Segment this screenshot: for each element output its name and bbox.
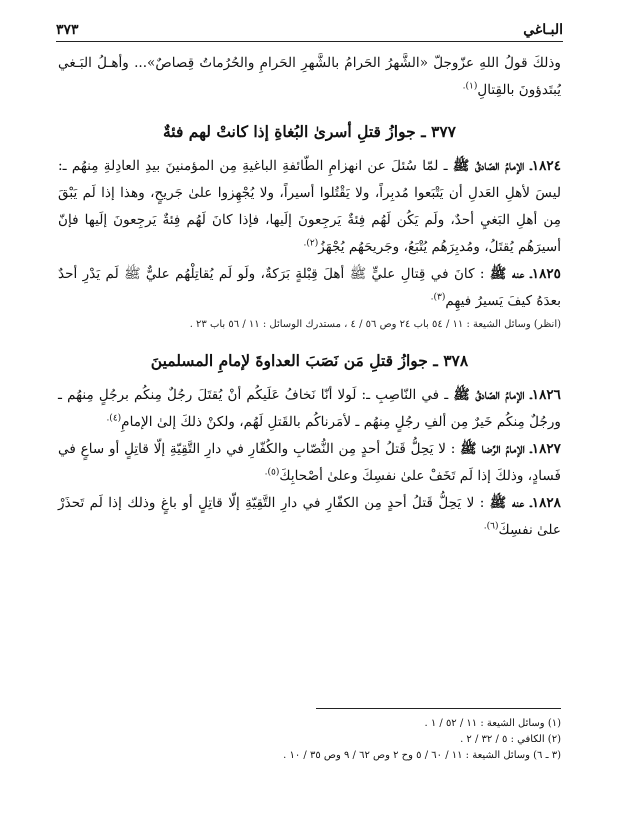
see-also-reference: (انظر) وسائل الشيعة : ١١ / ٥٤ باب ٢٤ وص ٥٦ / ٤ ، مستدرك الوسائل : ١١ / ٥٦ باب ٢٣ . — [189, 319, 561, 330]
running-head: البـاغي — [523, 22, 563, 38]
page-body — [58, 50, 561, 544]
hadith-number: ١٨٢٨ — [531, 495, 561, 511]
hadith-text: ـ لمّا سُئلَ عن انهزامِ الطّائفةِ الباغيةِ مِن المؤمنينَ بيدِ العادِلةِ مِنهُم ـ: ليسَ لأهلِ العَدلِ أن يَتْبَعوا مُدبِراً، ولا يَقْتُلوا أسيراً، ولا يُجْهِزوا علىٰ جَريحٍ، وهذا إذا لَم يَبْقَ مِن أهلِ البَغيِ أحدٌ، ولَم يَكُن لَهُم فِئةٌ يَرجِعونَ إلَيها، فإذا كانَ لَهُم فِئةٌ يَرجِعونَ إلَيها فإنّ أسيرَهُم يُقتَلُ، ومُدبِرَهُم يُتْبَعُ، وجَريحَهُم يُجْهَزُ — [58, 158, 561, 255]
hadith-text: : كانَ في قِتالِ عليٍّ ﷺ أهلَ قِبْلةٍ بَرَكةٌ، ولَو لَم يُقاتِلْهُم عليٌّ ﷺ لَم يَدْرِ أحدٌ بعدَهُ كيفَ يَسيرُ فيهِم — [58, 266, 561, 309]
hadith-1824 — [58, 153, 561, 261]
footnote-marker: (٥). — [264, 467, 280, 478]
hadith-narrator: ـ عنه ﷺ — [489, 266, 532, 282]
hadith-1826 — [58, 382, 561, 436]
section-heading-377: ٣٧٧ ـ جوازُ قتلِ أسرىٰ البُغاةِ إذا كانتْ لهم فئةٌ — [162, 122, 457, 141]
footnote-marker: (٤). — [106, 413, 122, 424]
hadith-text: ـ في النّاصِبِ ـ: لَولا أنّا نَخافُ عَلَيكُم أنْ يُقتَلَ رجُلٌ مِنكُم برجُلٍ مِنهُم ـ ورجُلٌ مِنكُم خَيرٌ مِن ألفِ رجُلٍ مِنهُم ـ لأمَرناكُم بالقَتلِ لَهُم، ولكنْ ذلكَ إلىٰ الإمامِ — [58, 387, 561, 430]
hadith-text: : لا يَحِلُّ قَتلُ أحدٍ مِن الكفّارِ في دارِ التَّقِيّةِ إلّا قاتِلٍ أو باغٍ وذلك إذا لَم تَحذَرْ علىٰ نفسِكَ — [58, 495, 561, 538]
hadith-text: : لا يَحِلُّ قَتلُ أحدٍ مِن النُّصّابِ والكُفّارِ في دارِ التَّقِيّةِ إلّا قاتِلٍ أو ساعٍ في فَسادٍ، وذلكَ إذا لَم تَخَفْ علىٰ نفسِكَ وعلىٰ أصْحابِكَ — [58, 441, 561, 484]
hadith-number: ١٨٢٥ — [531, 266, 561, 282]
page-number: ٣٧٣ — [56, 22, 79, 38]
intro-paragraph — [58, 50, 561, 104]
hadith-narrator: ـ الإمامُ الرِّضا ﷺ — [460, 441, 532, 457]
hadith-narrator: ـ الإمامُ الصّادقُ ﷺ — [453, 387, 532, 403]
intro-text: وذلكَ قولُ اللهِ عزّوجلّ «الشَّهرُ الحَرامُ بالشَّهرِ الحَرامِ والحُرُماتُ قِصاصٌ»... وأهـلُ البَـغي يُبتَدؤونَ بالقِتالِ — [58, 55, 561, 98]
hadith-1827 — [58, 436, 561, 490]
footnote-1: (١) وسائل الشيعة : ١١ / ٥٢ / ١ . — [424, 718, 561, 729]
hadith-narrator: ـ عنه ﷺ — [489, 495, 532, 511]
hadith-number: ١٨٢٤ — [531, 158, 562, 174]
footnote-divider — [316, 708, 561, 709]
hadith-number: ١٨٢٦ — [531, 387, 561, 403]
footnote-marker: (٦). — [483, 521, 499, 532]
section-heading-378: ٣٧٨ ـ جوازُ قتلِ مَن نَصَبَ العداوةَ لإمامِ المسلمينَ — [150, 351, 469, 370]
hadith-narrator: ـ الإمامُ الصّادقُ ﷺ — [452, 158, 532, 174]
footnotes — [58, 716, 561, 764]
hadith-1828 — [58, 490, 561, 544]
footnote-3-6: (٣ ـ ٦) وسائل الشيعة : ١١ / ٦٠ / ٥ وح ٢ وص ٦٢ / ٩ وص ٣٥ / ١٠ . — [283, 750, 561, 761]
hadith-1825 — [58, 261, 561, 315]
page-header — [56, 12, 563, 42]
footnote-2: (٢) الكافي : ٥ / ٣٢ / ٢ . — [460, 734, 561, 745]
footnote-marker: (٣). — [430, 292, 446, 303]
footnote-marker: (١). — [462, 81, 478, 92]
hadith-number: ١٨٢٧ — [531, 441, 561, 457]
footnote-marker: (٢). — [303, 238, 319, 249]
